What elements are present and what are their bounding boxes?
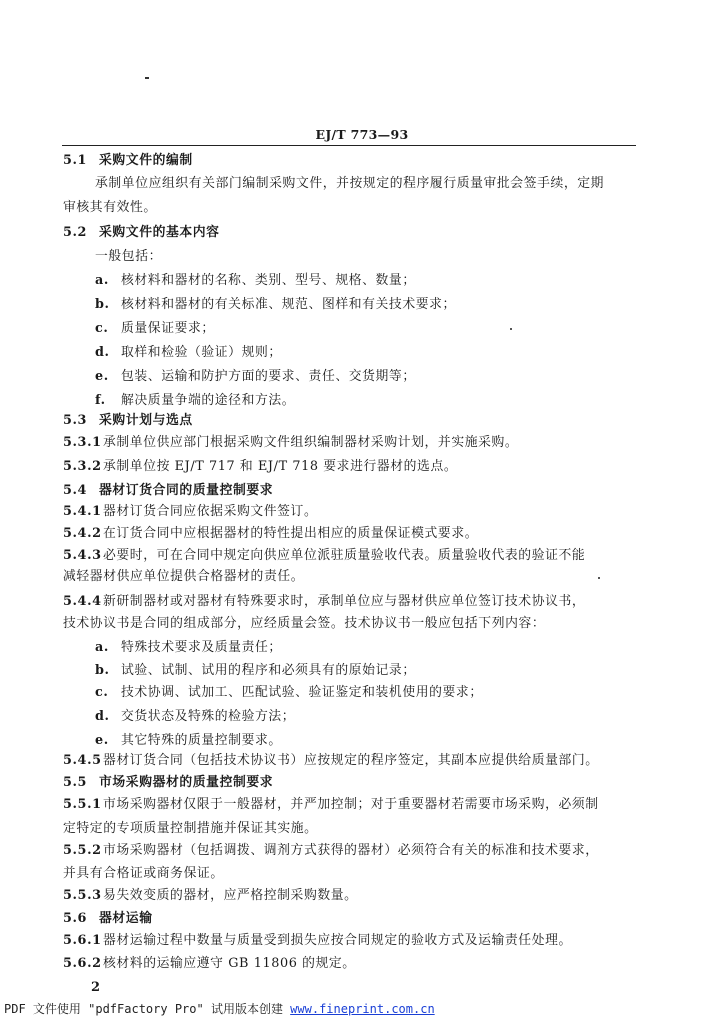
clause-number: 5.6 xyxy=(63,911,88,926)
clause-text: 取样和检验（验证）规则； xyxy=(121,345,282,360)
list-item xyxy=(95,733,282,749)
clause-number: a. xyxy=(95,273,109,288)
clause-text: 器材运输过程中数量与质量受到损失应按合同规定的验收方式及运输责任处理。 xyxy=(103,933,572,948)
section-heading xyxy=(63,775,273,791)
clause-number: e. xyxy=(95,733,109,748)
clause-text: 特殊技术要求及质量责任； xyxy=(121,640,282,655)
footer-text: PDF 文件使用 "pdfFactory Pro" 试用版本创建 xyxy=(4,1002,291,1016)
clause-number: 5.5.1 xyxy=(63,797,102,812)
paragraph-line xyxy=(63,594,585,610)
clause-text: 必要时，可在合同中规定向供应单位派驻质量验收代表。质量验收代表的验证不能 xyxy=(103,548,586,563)
paragraph-line xyxy=(63,526,478,542)
paragraph-line xyxy=(63,866,224,882)
clause-text: 其它特殊的质量控制要求。 xyxy=(121,733,282,748)
clause-text: 新研制器材或对器材有特殊要求时，承制单位应与器材供应单位签订技术协议书， xyxy=(103,594,586,609)
section-heading xyxy=(63,153,193,169)
paragraph-line xyxy=(63,616,545,632)
clause-text: 器材订货合同的质量控制要求 xyxy=(99,483,274,498)
clause-text: 一般包括： xyxy=(95,249,162,264)
clause-number: 5.5.3 xyxy=(63,888,102,903)
clause-number: d. xyxy=(95,709,110,724)
list-item xyxy=(95,321,215,337)
clause-text: 核材料的运输应遵守 GB 11806 的规定。 xyxy=(103,956,356,971)
clause-text: 易失效变质的器材，应严格控制采购数量。 xyxy=(103,888,358,903)
clause-text: 核材料和器材的有关标准、规范、图样和有关技术要求； xyxy=(121,297,456,312)
page-number: 2 xyxy=(91,980,101,995)
clause-text: 包装、运输和防护方面的要求、责任、交货期等； xyxy=(121,369,416,384)
clause-number: 5.5 xyxy=(63,775,88,790)
clause-number: c. xyxy=(95,321,109,336)
clause-number: 5.4.5 xyxy=(63,753,102,768)
clause-text: 定特定的专项质量控制措施并保证其实施。 xyxy=(63,821,318,836)
paragraph-line xyxy=(63,933,572,949)
paragraph-line xyxy=(63,797,599,813)
paragraph-line xyxy=(63,200,157,216)
clause-text: 解决质量争端的途径和方法。 xyxy=(121,393,296,408)
list-item xyxy=(95,640,282,656)
scan-speck xyxy=(145,77,149,79)
paragraph-line xyxy=(63,821,318,837)
list-item xyxy=(95,273,416,289)
list-item xyxy=(95,297,456,313)
clause-text: 承制单位供应部门根据采购文件组织编制器材采购计划，并实施采购。 xyxy=(103,435,519,450)
pdf-footer xyxy=(4,1000,435,1017)
clause-number: 5.1 xyxy=(63,153,88,168)
paragraph-line xyxy=(63,435,518,451)
clause-text: 市场采购器材的质量控制要求 xyxy=(99,775,274,790)
clause-number: 5.5.2 xyxy=(63,843,102,858)
clause-number: a. xyxy=(95,640,109,655)
clause-text: 市场采购器材仅限于一般器材，并严加控制；对于重要器材若需要市场采购，必须制 xyxy=(103,797,599,812)
clause-text: 核材料和器材的名称、类别、型号、规格、数量； xyxy=(121,273,416,288)
section-heading xyxy=(63,483,273,499)
clause-text: 承制单位按 EJ/T 717 和 EJ/T 718 要求进行器材的选点。 xyxy=(103,459,458,474)
clause-text: 在订货合同中应根据器材的特性提出相应的质量保证模式要求。 xyxy=(103,526,479,541)
clause-text: 采购计划与选点 xyxy=(99,413,193,428)
paragraph-line xyxy=(63,548,585,564)
clause-text: 采购文件的编制 xyxy=(99,153,193,168)
clause-number: 5.2 xyxy=(63,225,88,240)
clause-number: c. xyxy=(95,685,109,700)
section-heading xyxy=(63,911,153,927)
clause-text: 承制单位应组织有关部门编制采购文件，并按规定的程序履行质量审批会签手续，定期 xyxy=(95,176,605,191)
paragraph-line xyxy=(63,459,457,475)
standard-code-header: EJ/T 773—93 xyxy=(315,127,409,142)
clause-number: 5.4.1 xyxy=(63,504,102,519)
list-item xyxy=(95,345,282,361)
paragraph-line xyxy=(95,249,162,265)
paragraph-line xyxy=(63,843,599,859)
header-rule xyxy=(62,145,636,146)
clause-number: e. xyxy=(95,369,109,384)
clause-text: 器材运输 xyxy=(99,911,153,926)
clause-number: b. xyxy=(95,663,110,678)
clause-number: 5.3 xyxy=(63,413,88,428)
clause-number: b. xyxy=(95,297,110,312)
paragraph-line xyxy=(63,753,599,769)
list-item xyxy=(95,709,295,725)
scan-speck xyxy=(598,577,600,579)
clause-number: 5.6.2 xyxy=(63,956,102,971)
clause-text: 市场采购器材（包括调拨、调剂方式获得的器材）必须符合有关的标准和技术要求， xyxy=(103,843,599,858)
clause-text: 器材订货合同应依据采购文件签订。 xyxy=(103,504,318,519)
paragraph-line xyxy=(95,176,604,192)
clause-number: 5.6.1 xyxy=(63,933,102,948)
list-item xyxy=(95,685,483,701)
footer-link[interactable]: www.fineprint.com.cn xyxy=(290,1002,435,1016)
paragraph-line xyxy=(63,956,356,972)
paragraph-line xyxy=(63,504,317,520)
clause-number: 5.4.2 xyxy=(63,526,102,541)
list-item xyxy=(95,369,416,385)
clause-text: 技术协议书是合同的组成部分，应经质量会签。技术协议书一般应包括下列内容： xyxy=(63,616,546,631)
clause-number: d. xyxy=(95,345,110,360)
scan-speck xyxy=(510,328,512,330)
clause-text: 采购文件的基本内容 xyxy=(99,225,220,240)
clause-number: 5.3.1 xyxy=(63,435,102,450)
clause-number: 5.3.2 xyxy=(63,459,102,474)
clause-text: 减轻器材供应单位提供合格器材的责任。 xyxy=(63,569,305,584)
clause-text: 并具有合格证或商务保证。 xyxy=(63,866,224,881)
list-item xyxy=(95,663,416,679)
section-heading xyxy=(63,413,193,429)
clause-text: 技术协调、试加工、匹配试验、验证鉴定和装机使用的要求； xyxy=(121,685,483,700)
clause-text: 试验、试制、试用的程序和必须具有的原始记录； xyxy=(121,663,416,678)
clause-text: 质量保证要求； xyxy=(121,321,215,336)
section-heading xyxy=(63,225,220,241)
clause-text: 审核其有效性。 xyxy=(63,200,157,215)
paragraph-line xyxy=(63,569,304,585)
clause-number: f. xyxy=(95,393,106,408)
clause-number: 5.4.3 xyxy=(63,548,102,563)
clause-text: 器材订货合同（包括技术协议书）应按规定的程序签定，其副本应提供给质量部门。 xyxy=(103,753,599,768)
list-item xyxy=(95,393,295,409)
paragraph-line xyxy=(63,888,358,904)
clause-text: 交货状态及特殊的检验方法； xyxy=(121,709,296,724)
clause-number: 5.4 xyxy=(63,483,88,498)
clause-number: 5.4.4 xyxy=(63,594,102,609)
